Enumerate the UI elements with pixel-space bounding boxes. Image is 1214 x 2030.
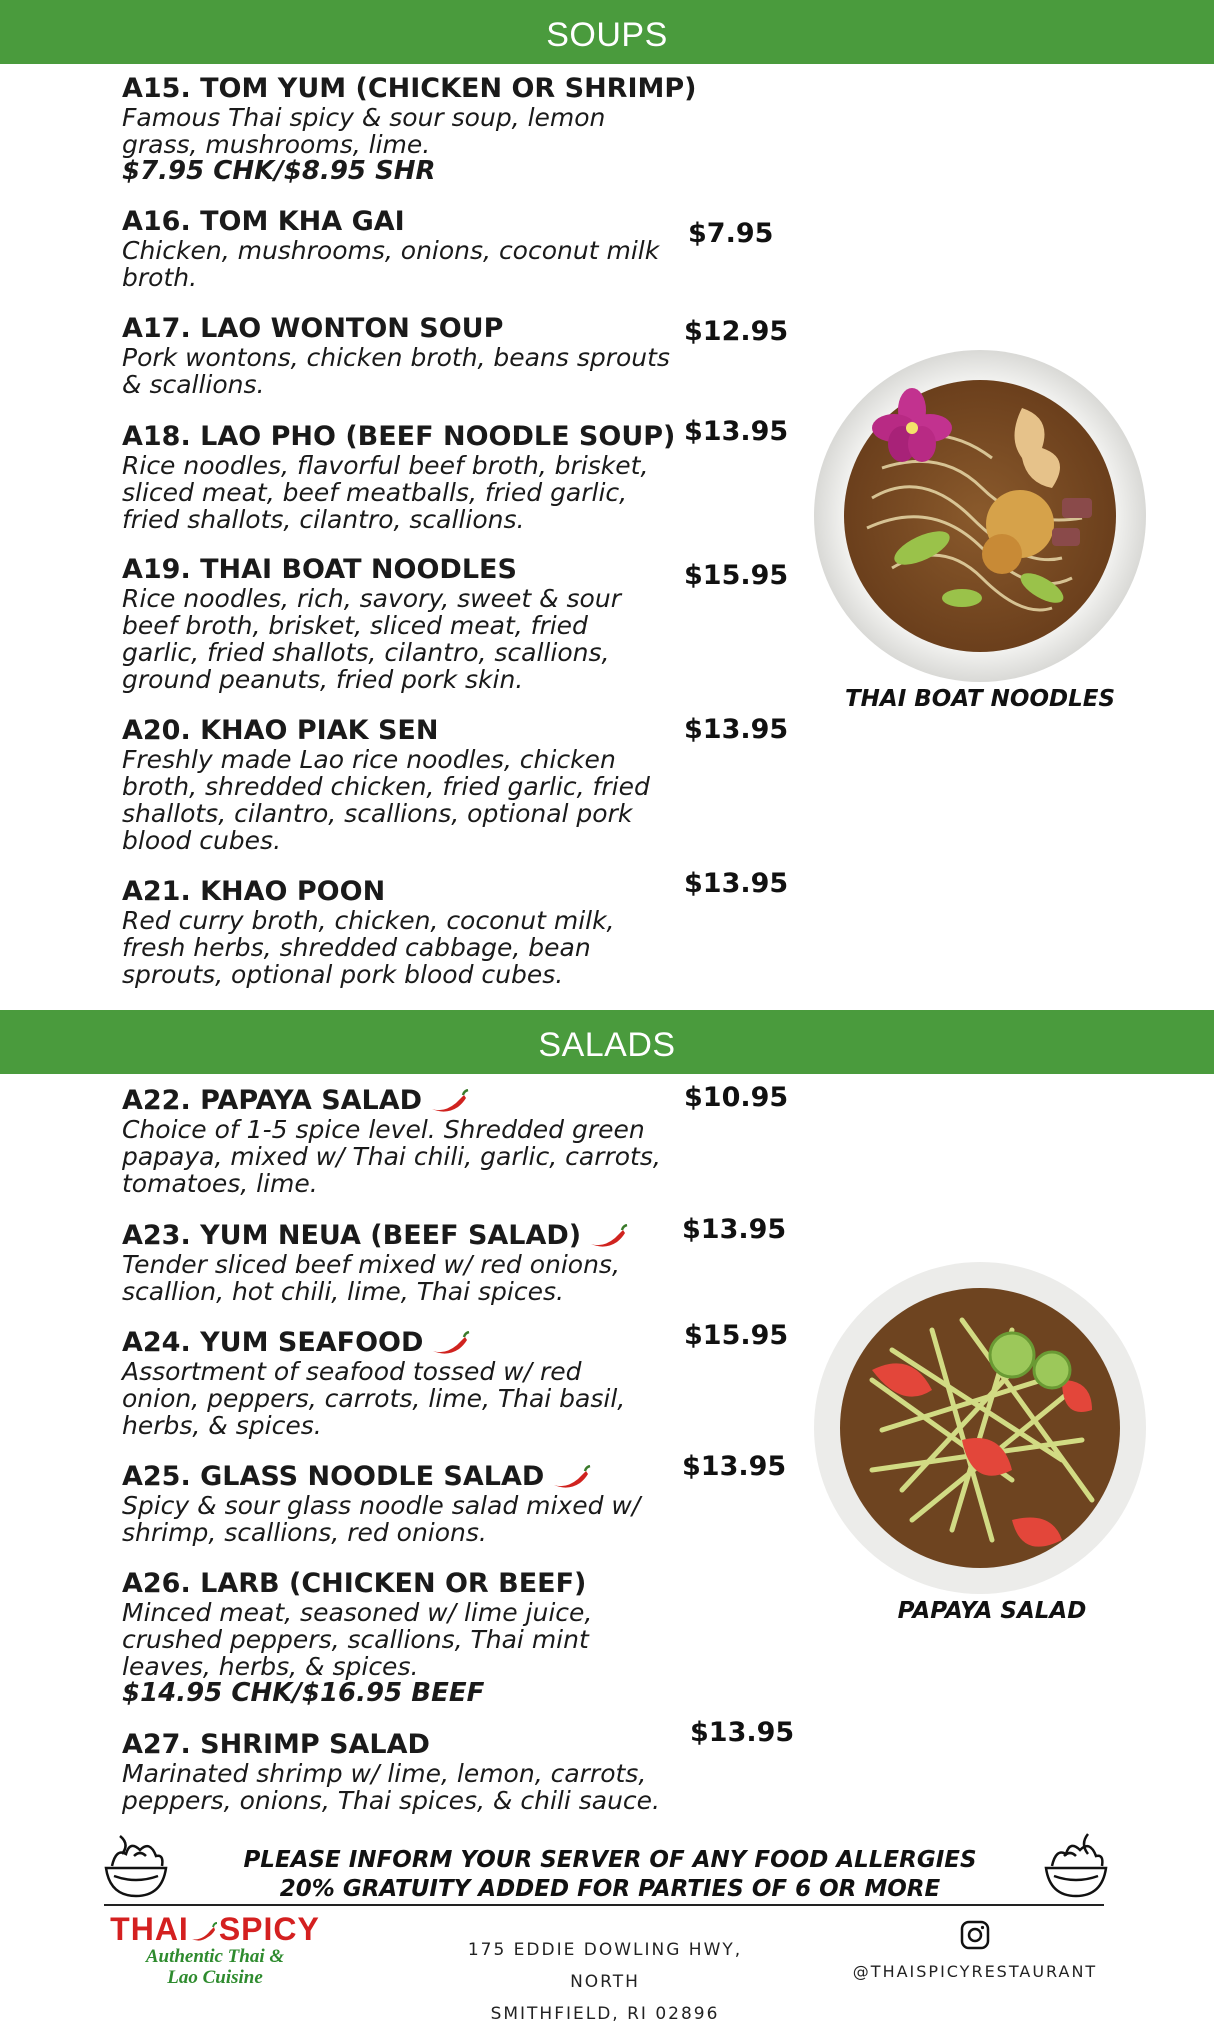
item-name-text: A24. YUM SEAFOOD [122, 1327, 424, 1358]
instagram-handle-block[interactable] [850, 1920, 1100, 1981]
thai-boat-noodles-photo [812, 348, 1148, 684]
item-description: Spicy & sour glass noodle salad mixed w/ shrimp, scallions, red onions. [122, 1491, 641, 1547]
address-line-2: SMITHFIELD, RI 02896 [490, 2004, 720, 2024]
item-price: $15.95 [684, 1320, 789, 1351]
menu-item-a27 [122, 1730, 682, 1814]
item-price: $13.95 [684, 416, 789, 447]
item-description: Marinated shrimp w/ lime, lemon, carrots, peppers, onions, Thai spices, & chili sauce. [122, 1759, 661, 1815]
notice-line-1: PLEASE INFORM YOUR SERVER OF ANY FOOD ALLERGIES [243, 1847, 977, 1873]
chili-pepper-icon [430, 1089, 470, 1115]
menu-item-a21 [122, 877, 682, 988]
item-price: $13.95 [684, 714, 789, 745]
papaya-salad-photo [812, 1260, 1148, 1596]
logo-wordmark [100, 1912, 330, 1946]
photo-caption: PAPAYA SALAD [897, 1598, 1087, 1624]
item-price: $12.95 [684, 316, 789, 347]
item-description: Famous Thai spicy & sour soup, lemon grass, mushrooms, lime. [122, 103, 606, 159]
menu-item-a25 [122, 1462, 682, 1546]
salads-title: SALADS [538, 1026, 676, 1064]
item-name-text: A23. YUM NEUA (BEEF SALAD) [122, 1220, 582, 1251]
item-description: Tender sliced beef mixed w/ red onions, scallion, hot chili, lime, Thai spices. [122, 1250, 620, 1306]
menu-item-a23 [122, 1221, 682, 1305]
logo-tagline-2: Lao Cuisine [167, 1967, 263, 1988]
menu-item-a17 [122, 314, 682, 398]
item-price: $10.95 [684, 1082, 789, 1113]
salad-bowl-icon [1040, 1826, 1112, 1902]
item-description: Rice noodles, flavorful beef broth, brisket, sliced meat, beef meatballs, fried garlic, fried shallots, cilantro, scallions. [122, 451, 649, 534]
chili-pepper-icon [431, 1331, 471, 1357]
restaurant-address [430, 1934, 780, 2030]
item-description: Assortment of seafood tossed w/ red onion, peppers, carrots, lime, Thai basil, herbs, & spices. [122, 1357, 626, 1440]
item-price: $7.95 [688, 218, 774, 249]
item-name: A18. LAO PHO (BEEF NOODLE SOUP) [122, 421, 676, 452]
menu-item-a15 [122, 73, 697, 186]
item-name: A16. TOM KHA GAI [122, 206, 405, 237]
item-name: A26. LARB (CHICKEN OR BEEF) [122, 1568, 587, 1599]
instagram-handle[interactable]: @THAISPICYRESTAURANT [852, 1962, 1098, 1981]
item-name [122, 1086, 682, 1116]
item-description: Freshly made Lao rice noodles, chicken broth, shredded chicken, fried garlic, fried shallots, cilantro, scallions, optional pork blood cubes. [122, 745, 650, 855]
logo-thai: THAI [110, 1911, 189, 1947]
salad-bowl-icon [100, 1826, 172, 1902]
soups-title: SOUPS [546, 16, 668, 54]
item-description: Red curry broth, chicken, coconut milk, fresh herbs, shredded cabbage, bean sprouts, optional pork blood cubes. [122, 906, 615, 989]
item-name-text: A25. GLASS NOODLE SALAD [122, 1461, 545, 1492]
item-name [122, 1328, 682, 1358]
chili-pepper-icon [190, 1921, 218, 1943]
instagram-icon[interactable] [960, 1920, 990, 1950]
item-name: A19. THAI BOAT NOODLES [122, 554, 517, 585]
item-price: $13.95 [690, 1717, 795, 1748]
allergy-notice [220, 1846, 1000, 1904]
restaurant-logo [100, 1912, 330, 1988]
menu-item-a19 [122, 555, 682, 693]
chili-pepper-icon [552, 1465, 592, 1491]
item-description: Chicken, mushrooms, onions, coconut milk broth. [122, 236, 660, 292]
item-description: Choice of 1-5 spice level. Shredded green papaya, mixed w/ Thai chili, garlic, carrots, tomatoes, lime. [122, 1115, 661, 1198]
menu-item-a20 [122, 716, 682, 854]
menu-item-a22 [122, 1086, 682, 1197]
item-price-line: $14.95 CHK/$16.95 BEEF [122, 1678, 485, 1708]
logo-tagline-1: Authentic Thai & [145, 1946, 285, 1967]
menu-item-a16 [122, 207, 682, 291]
menu-item-a18 [122, 422, 682, 533]
item-name: A20. KHAO PIAK SEN [122, 715, 439, 746]
item-description: Rice noodles, rich, savory, sweet & sour beef broth, brisket, sliced meat, fried garlic, fried shallots, cilantro, scallions, ground peanuts, fried pork skin. [122, 584, 621, 694]
item-name: A21. KHAO POON [122, 876, 386, 907]
photo-caption: THAI BOAT NOODLES [844, 686, 1116, 712]
soups-header [0, 0, 1214, 64]
address-line-1: 175 EDDIE DOWLING HWY, NORTH [467, 1940, 743, 1992]
item-name: A17. LAO WONTON SOUP [122, 313, 504, 344]
item-price: $15.95 [684, 560, 789, 591]
item-price: $13.95 [684, 868, 789, 899]
menu-item-a26 [122, 1569, 682, 1706]
item-name [122, 1221, 682, 1251]
item-description: Pork wontons, chicken broth, beans sprouts & scallions. [122, 343, 670, 399]
chili-pepper-icon [589, 1224, 629, 1250]
item-price-line: $7.95 CHK/$8.95 SHR [122, 156, 436, 186]
footer-divider [104, 1904, 1104, 1906]
item-price: $13.95 [682, 1451, 787, 1482]
item-name: A27. SHRIMP SALAD [122, 1729, 430, 1760]
logo-spicy: SPICY [218, 1911, 320, 1947]
salads-header [0, 1010, 1214, 1074]
item-name [122, 1462, 682, 1492]
notice-line-2: 20% GRATUITY ADDED FOR PARTIES OF 6 OR MORE [279, 1876, 941, 1902]
item-description: Minced meat, seasoned w/ lime juice, crushed peppers, scallions, Thai mint leaves, herbs, & spices. [122, 1598, 593, 1681]
menu-item-a24 [122, 1328, 682, 1439]
item-name-text: A22. PAPAYA SALAD [122, 1085, 423, 1116]
item-price: $13.95 [682, 1214, 787, 1245]
item-name: A15. TOM YUM (CHICKEN OR SHRIMP) [122, 73, 697, 104]
